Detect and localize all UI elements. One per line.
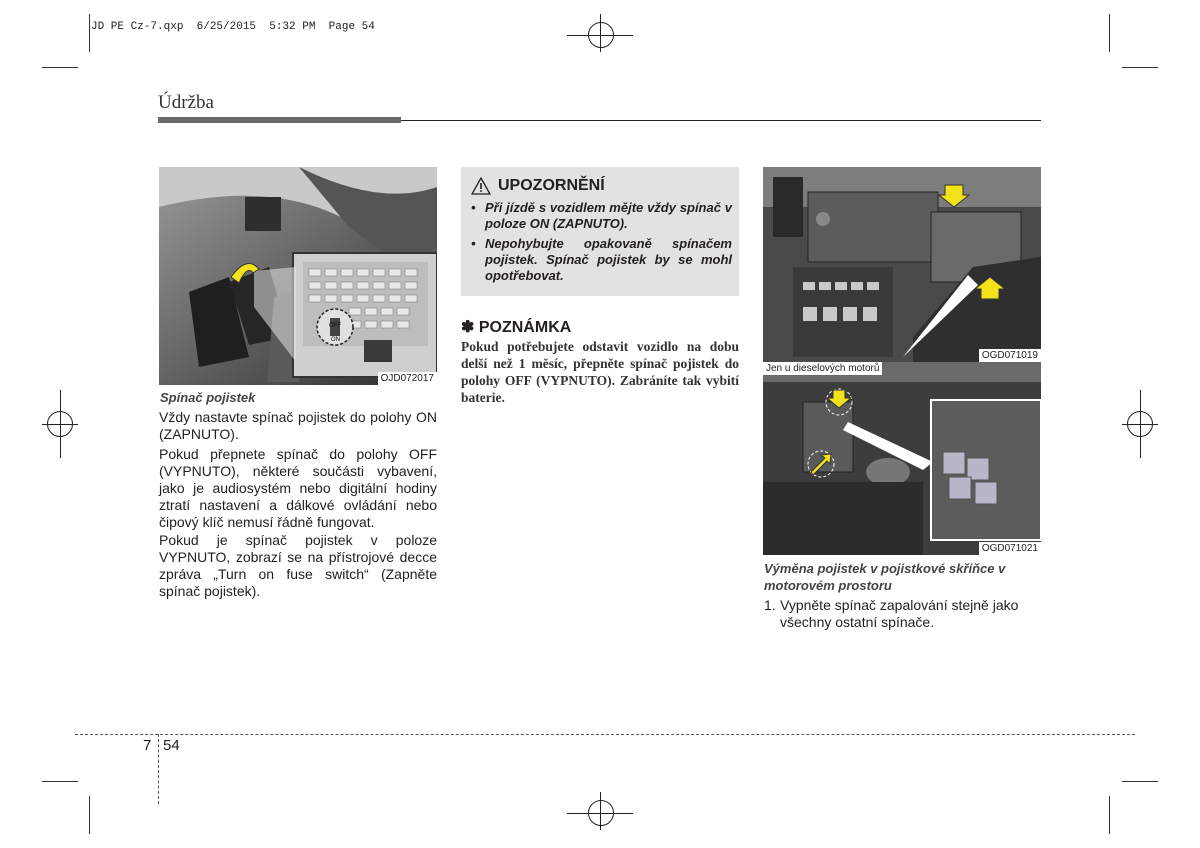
footer-dashed-divider: [158, 734, 159, 804]
engine-fusebox-photo: [763, 167, 1041, 362]
page-number: 54: [163, 737, 180, 754]
registration-mark-bottom: [567, 798, 633, 828]
registration-mark-top: [567, 20, 633, 50]
note-title: POZNÁMKA: [478, 319, 572, 336]
photo-code: OGD071021: [979, 542, 1041, 555]
warning-triangle-icon: [471, 177, 491, 195]
registration-mark-left: [42, 406, 78, 442]
diesel-fusebox-illustration: [763, 362, 1041, 555]
chapter-number: 7: [143, 737, 152, 754]
crop-mark: [1109, 796, 1110, 834]
note-heading: [461, 317, 571, 337]
header-rule-thin: [401, 120, 1041, 121]
on-label: ON: [331, 337, 340, 343]
note-text: Pokud potřebujete odstavit vozidlo na dobu delší než 1 měsíc, přepněte spínač pojistek do polohy OFF (VYPNUTO). Zabráníte tak vybití baterie.: [461, 339, 739, 405]
crop-mark: [1122, 781, 1158, 782]
warning-item: Při jízdě s vozidlem mějte vždy spínač v poloze ON (ZAPNUTO).: [485, 200, 732, 231]
photo-caption: Výměna pojistek v pojistkové skříňce v motorovém prostoru: [764, 561, 1006, 593]
registration-mark-right: [1122, 406, 1158, 442]
body-paragraph: Pokud je spínač pojistek v poloze VYPNUTO, zobrazí se na přístrojové decce zpráva „Turn on fuse switch“ (Zapněte spínač pojistek).: [159, 532, 437, 599]
warning-item: Nepohybujte opakovaně spínačem pojistek. Spínač pojistek by se mohl opotřebovat.: [485, 236, 732, 283]
step-text: Vypněte spínač zapalování stejně jako všechny ostatní spínače.: [780, 597, 1019, 630]
body-paragraph: Vždy nastavte spínač pojistek do polohy ON (ZAPNUTO).: [159, 409, 437, 442]
photo-caption: Spínač pojistek: [160, 390, 256, 405]
crop-mark: [89, 796, 90, 834]
print-slug: JD PE Cz-7.qxp 6/25/2015 5:32 PM Page 54: [91, 21, 375, 33]
fuse-switch-illustration: [159, 167, 437, 385]
warning-bullet: •: [471, 236, 476, 251]
section-title: Údržba: [158, 92, 214, 113]
photo-code: OJD072017: [378, 372, 437, 385]
engine-fusebox-illustration: [763, 167, 1041, 362]
off-label: OFF: [329, 323, 341, 329]
footer-dashed-rule: [75, 734, 1135, 735]
crop-mark: [42, 67, 78, 68]
crop-mark: [1122, 67, 1158, 68]
diesel-only-label: Jen u dieselových motorů: [763, 362, 882, 375]
fuse-switch-photo: [159, 167, 437, 385]
body-paragraph: Pokud přepnete spínač do polohy OFF (VYPNUTO), některé součásti vybavení, jako je audiosystém nebo digitální hodiny ztratí nastavení a dálkové ovládání nebo čipový klíč nemusí řádně fungovat.: [159, 446, 437, 530]
warning-title: UPOZORNĚNÍ: [498, 177, 605, 194]
photo-code: OGD071019: [979, 349, 1041, 362]
step-number: 1.: [764, 597, 776, 613]
diesel-fusebox-photo: [763, 362, 1041, 555]
crop-mark: [89, 14, 90, 52]
warning-bullet: •: [471, 200, 476, 215]
header-rule-thick: [158, 117, 401, 123]
crop-mark: [1109, 14, 1110, 52]
warning-box: [461, 167, 739, 296]
asterisk-icon: ✽: [461, 319, 475, 336]
crop-mark: [42, 781, 78, 782]
